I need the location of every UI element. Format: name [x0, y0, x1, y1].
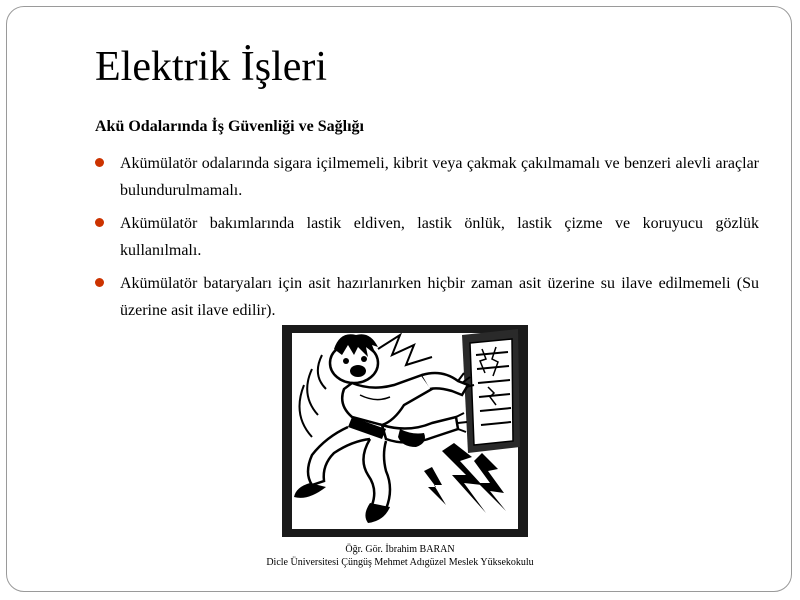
slide-frame [6, 6, 792, 592]
bullet-dot-icon [95, 218, 104, 227]
bullet-item [95, 150, 759, 204]
footer-institution: Dicle Üniversitesi Çüngüş Mehmet Adıgüzel Meslek Yüksekokulu [266, 557, 534, 568]
electrical-panel-icon [462, 329, 520, 453]
slide-footer [7, 543, 793, 569]
bullet-list [95, 150, 759, 330]
bullet-text: Akümülatör odalarında sigara içilmemeli, kibrit veya çakmak çakılmamalı ve benzeri alevli araçlar bulundurulmamalı. [120, 155, 759, 199]
slide-subtitle: Akü Odalarında İş Güvenliği ve Sağlığı [95, 118, 364, 135]
bullet-item [95, 210, 759, 264]
bullet-dot-icon [95, 158, 104, 167]
slide-title: Elektrik İşleri [95, 44, 328, 90]
bullet-dot-icon [95, 278, 104, 287]
bullet-item [95, 270, 759, 324]
footer-author: Öğr. Gör. İbrahim BARAN [345, 544, 455, 555]
bullet-text: Akümülatör bakımlarında lastik eldiven, lastik önlük, lastik çizme ve koruyucu gözlük kullanılmalı. [120, 215, 759, 259]
bullet-text: Akümülatör bataryaları için asit hazırlanırken hiçbir zaman asit üzerine su ilave edilmemeli (Su üzerine asit ilave edilir). [120, 275, 759, 319]
electric-shock-illustration [282, 325, 528, 537]
